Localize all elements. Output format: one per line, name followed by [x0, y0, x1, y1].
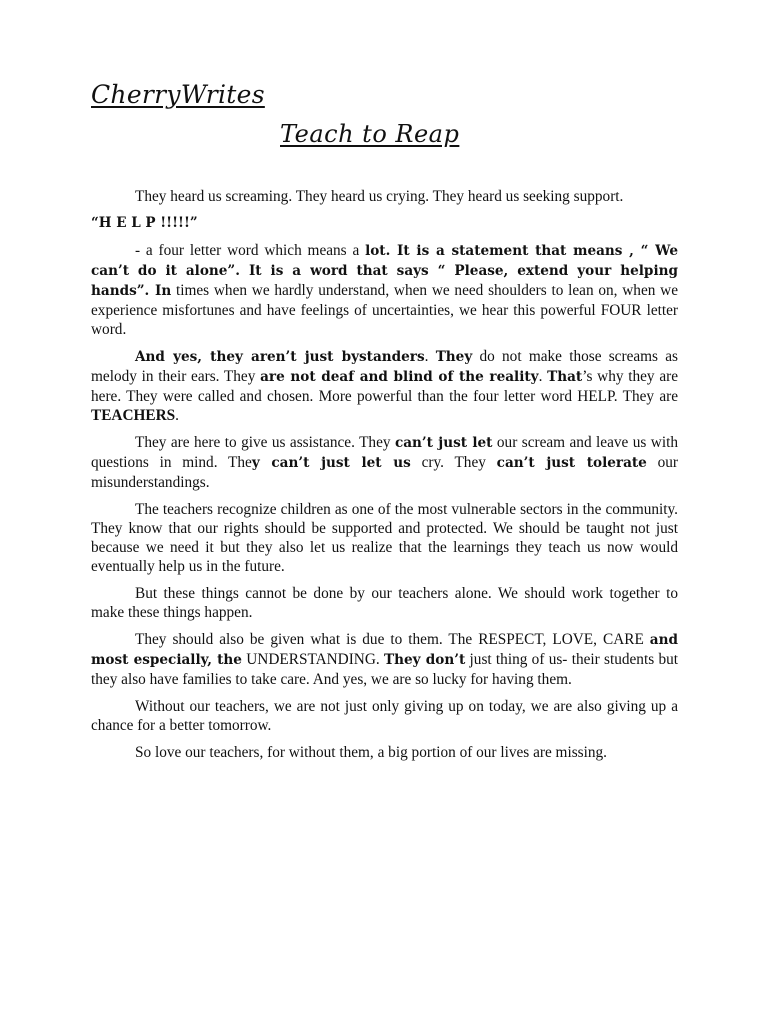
p4-text-b: .: [424, 348, 436, 365]
p4-bold-teachers: TEACHERS: [91, 407, 176, 424]
p8-bold-b: and most especially, the: [91, 632, 678, 668]
p3-text-a: - a four letter word which means a: [135, 242, 366, 259]
p8-text-e: just thing of us- their students but they also have families to take care. And yes, we are so lucky for having them.: [91, 651, 678, 688]
p5-text-a: They are here to give us assistance. They: [135, 434, 395, 451]
paragraph-3: [91, 241, 678, 339]
p5-text-g: our misunderstandings.: [91, 454, 678, 491]
p4-bold-e: are not deaf and blind of the reality: [260, 369, 539, 385]
paragraph-8: [91, 630, 678, 689]
document-title: Teach to Reap: [280, 120, 460, 148]
paragraph-6: The teachers recognize children as one of the most vulnerable sectors in the community. They know that our rights should be supported and protected. We should be taught not just because we need it but they also let us realize that the learnings they teach us now would eventually help us in the future.: [91, 501, 678, 575]
p3-bold-statement: lot. It is a statement that means , “ We can’t do it alone”. It is a word that says “ Please, extend your helping hands”. In: [91, 243, 678, 299]
brand-heading: CherryWrites: [91, 80, 265, 109]
p4-text-h: ’s why they are here. They were called and chosen. More powerful than the four letter word HELP. They are: [91, 368, 678, 405]
p3-text-c: times when we hardly understand, when we need shoulders to lean on, when we experience misfortunes and have feelings of uncertainties, we hear this powerful FOUR letter word.: [91, 282, 678, 338]
p8-bold-d: They don’t: [384, 652, 466, 668]
p5-text-c: our scream and leave us with questions in mind. The: [91, 434, 678, 471]
help-heading: “H E L P !!!!!”: [91, 215, 198, 231]
p8-text-c: UNDERSTANDING.: [241, 651, 385, 668]
p4-text-f: .: [538, 368, 548, 385]
p4-bold-a: And yes, they aren’t just bystanders: [135, 349, 425, 365]
p8-text-a: They should also be given what is due to them. The RESPECT, LOVE, CARE: [135, 631, 650, 648]
article-body: [91, 187, 678, 770]
paragraph-1: They heard us screaming. They heard us crying. They heard us seeking support.: [135, 188, 624, 205]
paragraph-5: [91, 433, 678, 492]
p4-text-j: .: [175, 407, 179, 424]
p5-bold-b: can’t just let: [394, 435, 493, 451]
p4-bold-g: That: [547, 369, 583, 385]
paragraph-9: Without our teachers, we are not just only giving up on today, we are also giving up a chance for a better tomorrow.: [91, 698, 678, 734]
p4-bold-c: They: [435, 349, 473, 365]
paragraph-10: So love our teachers, for without them, a big portion of our lives are missing.: [135, 744, 607, 761]
p4-text-d: do not make those screams as melody in their ears. They: [91, 348, 678, 385]
paragraph-7: But these things cannot be done by our teachers alone. We should work together to make these things happen.: [91, 585, 678, 621]
p5-text-e: cry. They: [410, 454, 497, 471]
p5-bold-d: y can’t just let us: [251, 455, 411, 471]
p5-bold-f: can’t just tolerate: [496, 455, 647, 471]
paragraph-4: [91, 347, 678, 425]
